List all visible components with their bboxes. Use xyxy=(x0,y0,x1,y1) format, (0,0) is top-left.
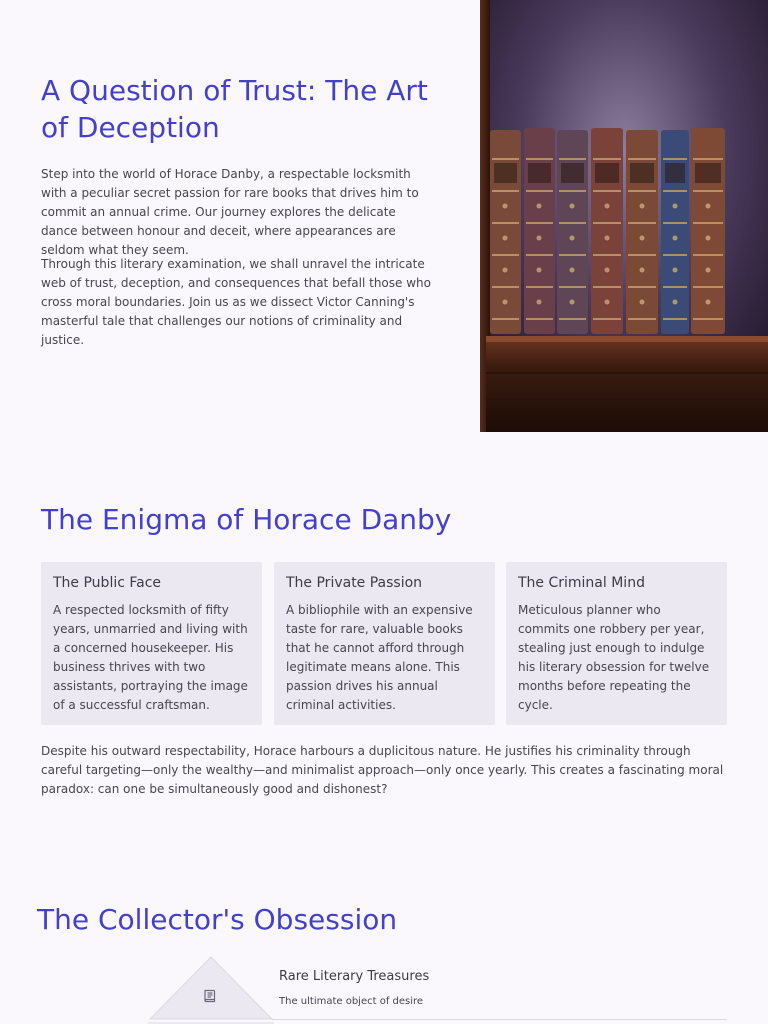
hero-intro-paragraph: Step into the world of Horace Danby, a respectable locksmith with a peculiar secret passion for rare books that drives him to commit an annual crime. Our journey explores the delicate dance between honour and deceit, where appearances are seldom what they seem. xyxy=(41,167,419,257)
card-title: The Public Face xyxy=(53,575,162,591)
enigma-summary: Despite his outward respectability, Horace harbours a duplicitous nature. He justifies his criminality through careful targeting—only the wealthy—and minimalist approach—only once yearly. This creates a fascinating moral paradox: can one be simultaneously good and dishonest? xyxy=(41,744,724,796)
tier-subtitle: The ultimate object of desire xyxy=(279,996,424,1007)
collector-section-title: The Collector's Obsession xyxy=(37,903,398,936)
card-private-passion xyxy=(274,562,495,725)
hero-title: A Question of Trust: The Art of Deception xyxy=(41,74,428,144)
card-public-face xyxy=(41,562,262,725)
card-text: A respected locksmith of fifty years, unmarried and living with a concerned housekeeper. His business thrives with two assistants, portraying the image of a successful craftsman. xyxy=(53,603,248,712)
tier-title: Rare Literary Treasures xyxy=(279,969,430,984)
hero-examination-paragraph: Through this literary examination, we shall unravel the intricate web of trust, deception, and consequences that befall those who cross moral boundaries. Join us as we dissect Victor Canning's masterful tale that challenges our notions of criminality and justice. xyxy=(41,257,431,347)
card-title: The Criminal Mind xyxy=(518,575,645,591)
hero-bookshelf-image xyxy=(480,0,768,432)
tier-divider xyxy=(272,1019,727,1020)
card-text: A bibliophile with an expensive taste for rare, valuable books that he cannot afford through legitimate means alone. This passion drives his annual criminal activities. xyxy=(286,603,473,712)
enigma-section-title: The Enigma of Horace Danby xyxy=(41,503,452,536)
card-criminal-mind xyxy=(506,562,727,725)
card-title: The Private Passion xyxy=(286,575,423,591)
book-icon xyxy=(202,988,218,1004)
card-text: Meticulous planner who commits one robbery per year, stealing just enough to indulge his literary obsession for twelve months before repeating the cycle. xyxy=(518,603,710,712)
